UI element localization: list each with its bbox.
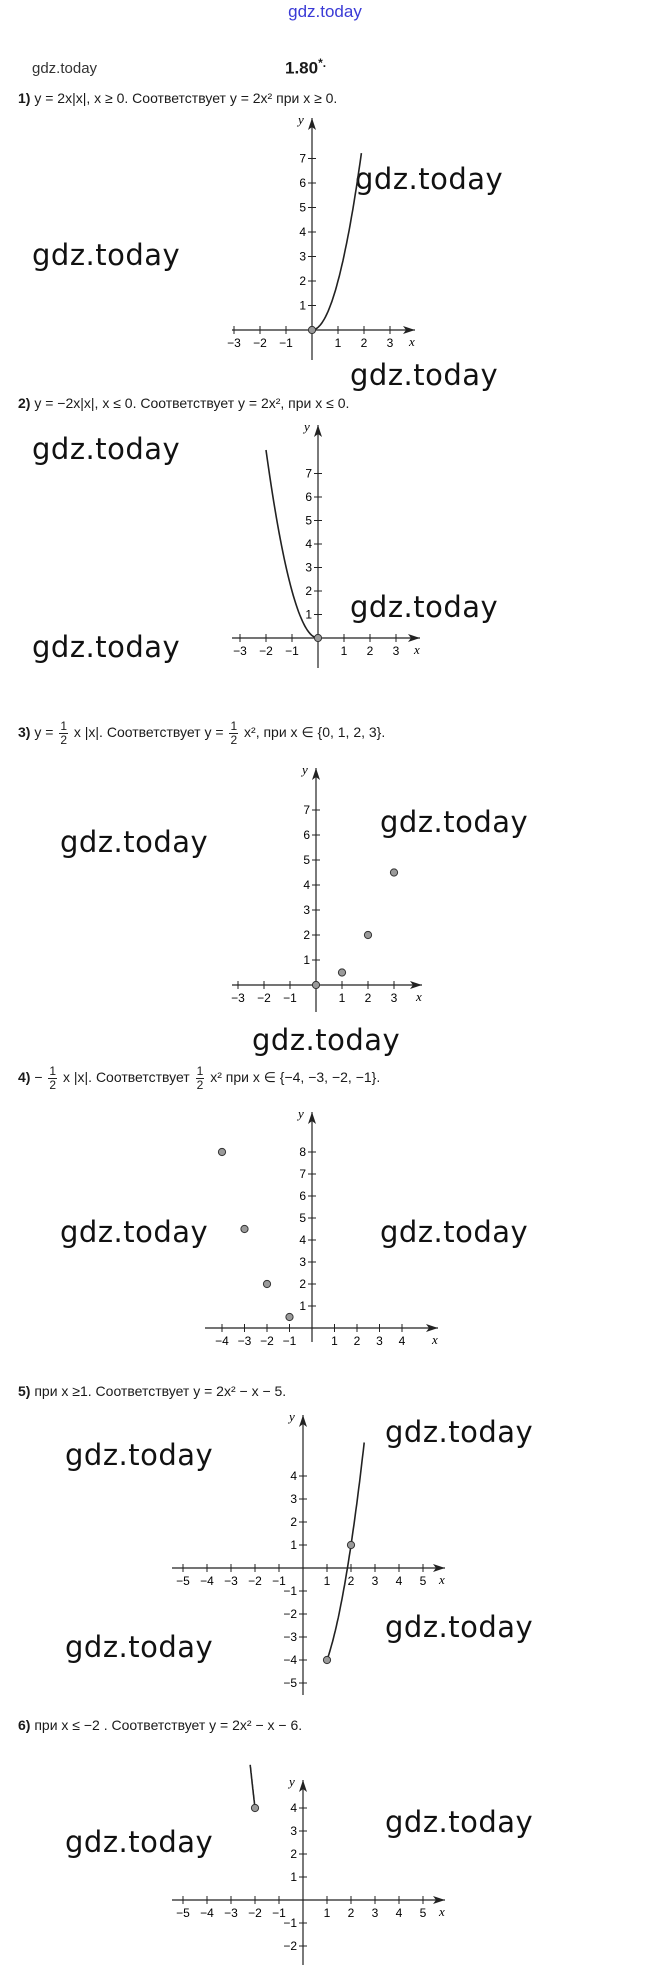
watermark: gdz.today — [350, 358, 499, 392]
x-tick-label: −4 — [200, 1906, 214, 1920]
y-tick-label: −5 — [283, 1676, 297, 1690]
x-tick-label: 2 — [366, 644, 374, 658]
y-tick-label: 3 — [305, 560, 312, 575]
x-tick-label: 1 — [323, 1574, 331, 1588]
x-tick-label: −1 — [285, 644, 299, 658]
watermark: gdz.today — [252, 1023, 401, 1057]
function-curve — [327, 1443, 364, 1661]
x-tick-label: −2 — [248, 1574, 262, 1588]
y-tick-label: 3 — [299, 249, 306, 264]
y-axis-label: y — [289, 1409, 295, 1424]
x-tick-label: −3 — [224, 1906, 238, 1920]
y-tick-label: 5 — [299, 200, 306, 215]
data-point — [364, 931, 371, 938]
x-tick-label: 4 — [395, 1906, 403, 1920]
x-tick-label: 4 — [398, 1334, 406, 1348]
x-tick-label: 2 — [347, 1906, 355, 1920]
data-point — [286, 1313, 293, 1320]
x-tick-label: 1 — [323, 1906, 331, 1920]
x-tick-label: −2 — [260, 1334, 274, 1348]
part-6-line: 6) при x ≤ −2 . Соответствует y = 2x² − x − 6. — [18, 1717, 303, 1733]
x-axis-label: x — [409, 334, 415, 349]
y-tick-label: −2 — [283, 1607, 297, 1621]
x-tick-label: 1 — [334, 336, 342, 350]
x-tick-label: −2 — [253, 336, 267, 350]
x-tick-label: −4 — [215, 1334, 229, 1348]
x-tick-label: −4 — [200, 1574, 214, 1588]
y-tick-label: 6 — [303, 828, 310, 842]
part-3-line: 3) y = $\frac{1}{2}$ x |x|. Соответствует y = $\frac{1}{2}$ x², при x ∈ {0, 1, 2, 3}. — [18, 719, 386, 747]
x-tick-label: 3 — [390, 991, 398, 1005]
x-tick-label: 3 — [371, 1574, 379, 1588]
watermark: gdz.today — [60, 1215, 209, 1249]
watermark: gdz.today — [32, 630, 181, 664]
y-tick-label: 1 — [299, 298, 306, 313]
watermark: gdz.today — [385, 1415, 534, 1449]
y-tick-label: 2 — [290, 1515, 297, 1529]
y-axis-label: y — [289, 1774, 295, 1789]
y-axis-label: y — [298, 112, 304, 127]
y-tick-label: 1 — [305, 607, 312, 622]
y-axis-label: y — [304, 419, 310, 434]
y-tick-label: 7 — [299, 1167, 306, 1181]
y-tick-label: 1 — [303, 953, 310, 967]
fraction: $\frac{1}{2}$ — [60, 719, 67, 747]
fraction: $\frac{1}{2}$ — [196, 1064, 204, 1092]
y-tick-label: 6 — [299, 176, 306, 190]
x-tick-label: 3 — [371, 1906, 379, 1920]
x-tick-label: −1 — [282, 1334, 297, 1348]
watermark: gdz.today — [32, 432, 181, 466]
function-curve — [250, 1765, 255, 1808]
x-tick-label: 5 — [419, 1574, 427, 1588]
data-point — [241, 1225, 248, 1232]
x-tick-label: −1 — [279, 336, 293, 350]
x-tick-label: −1 — [272, 1574, 286, 1588]
y-tick-label: 4 — [303, 878, 310, 892]
y-tick-label: 2 — [299, 1277, 306, 1291]
function-curve — [312, 153, 361, 330]
x-tick-label: 1 — [340, 644, 348, 658]
y-tick-label: 5 — [299, 1211, 306, 1225]
y-tick-label: 3 — [290, 1824, 297, 1838]
x-tick-label: 2 — [360, 336, 368, 350]
exercise-number: 1.80*. — [285, 56, 327, 78]
x-tick-label: 1 — [331, 1334, 338, 1348]
x-axis-label: x — [439, 1572, 445, 1587]
x-axis-label: x — [414, 642, 420, 657]
x-axis-label: x — [416, 989, 422, 1004]
x-tick-label: −3 — [237, 1334, 252, 1348]
data-point — [251, 1804, 258, 1811]
y-tick-label: 1 — [299, 1299, 306, 1313]
y-tick-label: 2 — [303, 928, 310, 942]
part-2-line: 2) y = −2x|x|, x ≤ 0. Соответствует y = 2x², при x ≤ 0. — [18, 395, 350, 411]
x-tick-label: −2 — [248, 1906, 262, 1920]
x-tick-label: −2 — [257, 991, 271, 1005]
data-point — [390, 869, 397, 876]
top-site-link[interactable]: gdz.today — [288, 2, 362, 21]
x-tick-label: −3 — [231, 991, 245, 1005]
data-point — [218, 1148, 225, 1155]
watermark: gdz.today — [32, 238, 181, 272]
part-5-line: 5) при x ≥1. Соответствует y = 2x² − x − 5. — [18, 1383, 287, 1399]
data-point — [338, 969, 345, 976]
watermark: gdz.today — [65, 1438, 214, 1472]
y-tick-label: −4 — [283, 1653, 297, 1667]
x-tick-label: −5 — [176, 1906, 190, 1920]
y-tick-label: 6 — [299, 1189, 306, 1203]
y-tick-label: 7 — [305, 466, 312, 481]
y-tick-label: 8 — [299, 1145, 306, 1159]
x-tick-label: −3 — [227, 336, 241, 350]
x-tick-label: 2 — [353, 1334, 361, 1348]
x-tick-label: 5 — [419, 1906, 427, 1920]
x-tick-label: −5 — [176, 1574, 190, 1588]
data-point — [314, 634, 321, 641]
y-tick-label: 4 — [290, 1801, 297, 1815]
y-tick-label: 2 — [305, 584, 312, 598]
y-tick-label: 4 — [305, 537, 312, 551]
x-tick-label: −3 — [224, 1574, 238, 1588]
x-axis-label: x — [432, 1332, 438, 1347]
y-tick-label: 6 — [305, 490, 312, 504]
data-point — [312, 981, 319, 988]
watermark: gdz.today — [65, 1825, 214, 1859]
part-4-line: 4) − $\frac{1}{2}$ x |x|. Соответствует $\frac{1}{2}$ x² при x ∈ {−4, −3, −2, −1}. — [18, 1064, 381, 1092]
data-point — [263, 1280, 270, 1287]
data-point — [308, 326, 315, 333]
x-tick-label: −1 — [272, 1906, 286, 1920]
data-point — [323, 1656, 330, 1663]
y-tick-label: 7 — [303, 803, 310, 817]
y-tick-label: 2 — [290, 1847, 297, 1861]
x-tick-label: 3 — [376, 1334, 383, 1348]
x-tick-label: 2 — [364, 991, 372, 1005]
y-tick-label: 3 — [290, 1492, 297, 1506]
y-tick-label: 1 — [290, 1870, 297, 1884]
x-tick-label: 3 — [386, 336, 394, 350]
part-1-line: 1) y = 2x|x|, x ≥ 0. Соответствует y = 2x² при x ≥ 0. — [18, 90, 338, 106]
y-tick-label: 4 — [299, 225, 306, 239]
data-point — [347, 1541, 354, 1548]
y-tick-label: −1 — [283, 1584, 297, 1598]
x-tick-label: 1 — [338, 991, 346, 1005]
x-tick-label: 4 — [395, 1574, 403, 1588]
watermark: gdz.today — [380, 805, 529, 839]
watermark: gdz.today — [380, 1215, 529, 1249]
y-tick-label: −3 — [283, 1630, 297, 1644]
x-tick-label: 3 — [392, 644, 400, 658]
y-tick-label: 2 — [299, 274, 306, 288]
y-tick-label: 3 — [303, 903, 310, 917]
y-tick-label: 5 — [305, 513, 312, 528]
x-tick-label: 2 — [347, 1574, 355, 1588]
y-tick-label: 4 — [290, 1469, 297, 1483]
watermark: gdz.today — [385, 1610, 534, 1644]
y-tick-label: −1 — [283, 1916, 297, 1930]
y-tick-label: 3 — [299, 1255, 306, 1269]
watermark: gdz.today — [385, 1805, 534, 1839]
x-tick-label: −3 — [233, 644, 247, 658]
site-label: gdz.today — [32, 60, 98, 77]
watermark: gdz.today — [60, 825, 209, 859]
watermark: gdz.today — [65, 1630, 214, 1664]
y-axis-label: y — [298, 1106, 304, 1121]
y-tick-label: 5 — [303, 853, 310, 867]
watermark: gdz.today — [355, 162, 504, 196]
y-tick-label: 1 — [290, 1538, 297, 1552]
watermark: gdz.today — [350, 590, 499, 624]
x-axis-label: x — [439, 1904, 445, 1919]
fraction: $\frac{1}{2}$ — [49, 1064, 57, 1092]
x-tick-label: −1 — [283, 991, 297, 1005]
y-tick-label: −2 — [283, 1939, 297, 1953]
y-tick-label: 7 — [299, 151, 306, 166]
x-tick-label: −2 — [259, 644, 273, 658]
fraction: $\frac{1}{2}$ — [230, 719, 238, 747]
y-axis-label: y — [302, 762, 308, 777]
y-tick-label: 4 — [299, 1233, 306, 1247]
